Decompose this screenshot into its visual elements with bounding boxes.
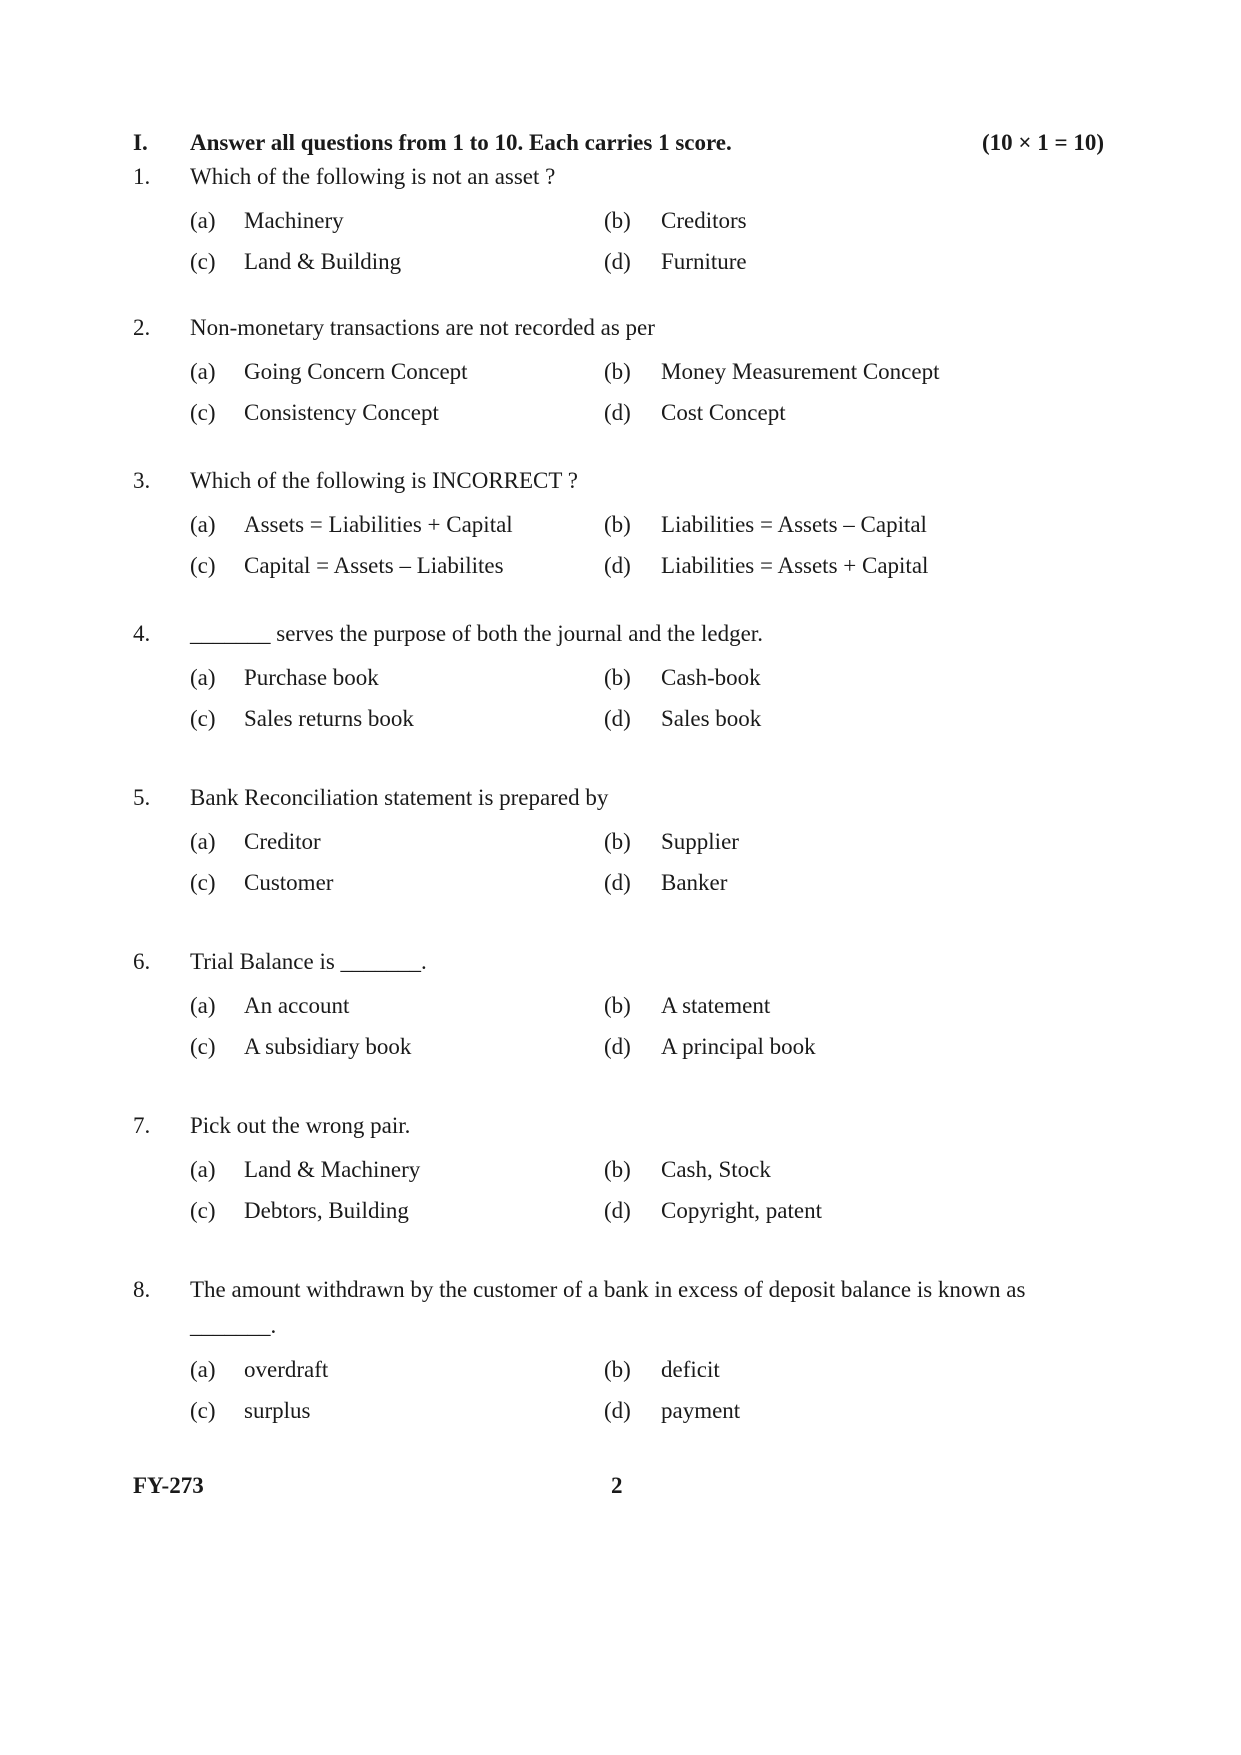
page-number: 2: [611, 1473, 623, 1498]
option-letter: (d): [604, 706, 631, 731]
option-letter: (b): [604, 1357, 631, 1382]
option-text: A statement: [661, 993, 771, 1018]
option-text: surplus: [244, 1398, 311, 1423]
option-letter: (a): [190, 1157, 216, 1182]
question-text: Trial Balance is _______.: [190, 949, 427, 974]
option-text: Money Measurement Concept: [661, 359, 940, 384]
question-2: [133, 313, 1104, 428]
option-text: Sales book: [661, 706, 762, 731]
option-letter: (a): [190, 1357, 216, 1382]
option-row: [133, 206, 1104, 236]
question-text: _______ serves the purpose of both the journal and the ledger.: [190, 621, 763, 646]
option-text: Land & Building: [244, 249, 402, 274]
option-row: [133, 398, 1104, 428]
option-text: Banker: [661, 870, 728, 895]
question-4: [133, 619, 1104, 734]
question-text: Which of the following is INCORRECT ?: [190, 468, 578, 493]
option-letter: (b): [604, 208, 631, 233]
option-letter: (c): [190, 249, 216, 274]
option-letter: (d): [604, 249, 631, 274]
option-text: Land & Machinery: [244, 1157, 421, 1182]
option-text: deficit: [661, 1357, 720, 1382]
option-text: A subsidiary book: [244, 1034, 412, 1059]
option-text: Cash, Stock: [661, 1157, 771, 1182]
question-number: 8.: [133, 1277, 151, 1302]
option-text: Sales returns book: [244, 706, 414, 731]
option-letter: (b): [604, 359, 631, 384]
section-marks: (10 × 1 = 10): [981, 130, 1104, 155]
option-letter: (d): [604, 870, 631, 895]
option-text: Consistency Concept: [244, 400, 439, 425]
option-letter: (a): [190, 993, 216, 1018]
question-number: 1.: [133, 164, 151, 189]
option-row: [133, 1355, 1104, 1385]
option-letter: (a): [190, 208, 216, 233]
option-row: [133, 247, 1104, 277]
option-letter: (d): [604, 400, 631, 425]
question-number: 7.: [133, 1113, 151, 1138]
option-letter: (c): [190, 553, 216, 578]
option-row: [133, 704, 1104, 734]
question-text: Which of the following is not an asset ?: [190, 164, 556, 189]
option-letter: (b): [604, 665, 631, 690]
option-row: [133, 1396, 1104, 1426]
option-text: Copyright, patent: [661, 1198, 822, 1223]
paper-code: FY-273: [133, 1473, 204, 1498]
question-number: 5.: [133, 785, 151, 810]
option-row: [133, 510, 1104, 540]
option-letter: (b): [604, 512, 631, 537]
option-text: Debtors, Building: [244, 1198, 409, 1223]
option-letter: (d): [604, 553, 631, 578]
option-letter: (c): [190, 870, 216, 895]
option-text: Purchase book: [244, 665, 379, 690]
option-text: Customer: [244, 870, 334, 895]
question-3: [133, 466, 1104, 581]
option-letter: (c): [190, 1398, 216, 1423]
option-text: Cash-book: [661, 665, 761, 690]
option-letter: (c): [190, 1034, 216, 1059]
option-text: Liabilities = Assets – Capital: [661, 512, 927, 537]
section-numeral: I.: [133, 130, 148, 155]
option-text: Supplier: [661, 829, 739, 854]
option-row: [133, 1155, 1104, 1185]
option-text: Cost Concept: [661, 400, 786, 425]
question-1: [133, 162, 1104, 277]
option-text: overdraft: [244, 1357, 329, 1382]
option-row: [133, 991, 1104, 1021]
question-5: [133, 783, 1104, 898]
option-letter: (b): [604, 1157, 631, 1182]
question-number: 2.: [133, 315, 151, 340]
option-row: [133, 1032, 1104, 1062]
option-letter: (d): [604, 1398, 631, 1423]
option-text: Machinery: [244, 208, 344, 233]
question-number: 6.: [133, 949, 151, 974]
question-text: The amount withdrawn by the customer of a bank in excess of deposit balance is known as _______.: [190, 1277, 1026, 1338]
option-text: Creditors: [661, 208, 747, 233]
option-text: A principal book: [661, 1034, 816, 1059]
option-letter: (b): [604, 993, 631, 1018]
option-letter: (a): [190, 512, 216, 537]
question-8: [133, 1275, 1104, 1426]
option-text: Liabilities = Assets + Capital: [661, 553, 929, 578]
question-number: 4.: [133, 621, 151, 646]
option-text: An account: [244, 993, 350, 1018]
option-text: Creditor: [244, 829, 321, 854]
option-letter: (b): [604, 829, 631, 854]
option-row: [133, 1196, 1104, 1226]
option-row: [133, 663, 1104, 693]
question-6: [133, 947, 1104, 1062]
option-letter: (a): [190, 829, 216, 854]
option-row: [133, 868, 1104, 898]
question-text: Non-monetary transactions are not recorded as per: [190, 315, 655, 340]
option-letter: (c): [190, 400, 216, 425]
option-letter: (a): [190, 359, 216, 384]
option-text: Assets = Liabilities + Capital: [244, 512, 513, 537]
question-number: 3.: [133, 468, 151, 493]
option-text: payment: [661, 1398, 741, 1423]
option-letter: (d): [604, 1198, 631, 1223]
option-text: Capital = Assets – Liabilites: [244, 553, 504, 578]
option-row: [133, 827, 1104, 857]
option-row: [133, 357, 1104, 387]
option-row: [133, 551, 1104, 581]
option-letter: (d): [604, 1034, 631, 1059]
option-letter: (a): [190, 665, 216, 690]
question-7: [133, 1111, 1104, 1226]
option-letter: (c): [190, 1198, 216, 1223]
option-text: Furniture: [661, 249, 747, 274]
option-letter: (c): [190, 706, 216, 731]
question-text: Pick out the wrong pair.: [190, 1113, 411, 1138]
option-text: Going Concern Concept: [244, 359, 468, 384]
section-instruction: Answer all questions from 1 to 10. Each carries 1 score.: [190, 130, 732, 155]
question-text: Bank Reconciliation statement is prepared by: [190, 785, 609, 810]
